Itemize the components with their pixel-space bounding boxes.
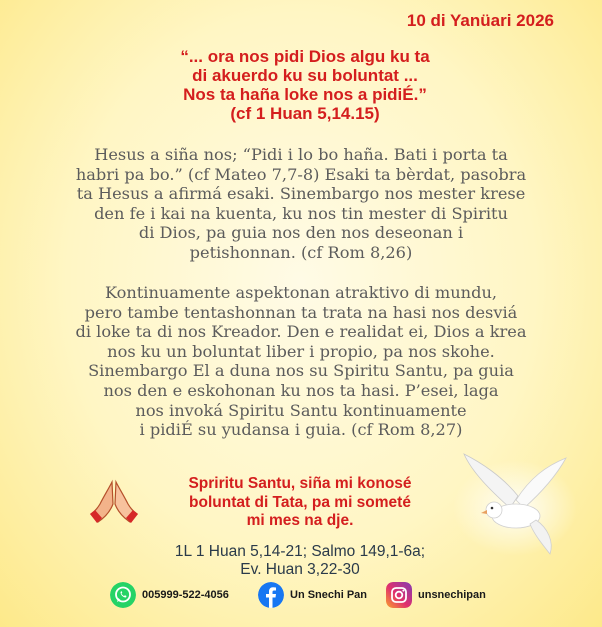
date: 10 di Yanüari 2026 [406, 11, 554, 30]
prayer-line: Spriritu Santu, siña mi konosé [188, 475, 412, 492]
paragraph-line: petishonnan. (cf Rom 8,26) [189, 242, 413, 262]
paragraph-line: i pidiÉ su yudansa i guia. (cf Rom 8,27) [139, 420, 463, 440]
paragraph-line: nos ku un boluntat liber i propio, pa nos skohe. [107, 341, 495, 361]
contact-footer [110, 582, 510, 610]
paragraph-line: habri pa bo.” (cf Mateo 7,7-8) Esaki ta bèrdat, pasobra [75, 164, 527, 184]
daily-readings [130, 543, 470, 579]
scripture-quote [110, 47, 500, 123]
paragraph-line: nos den e eskohonan ku nos ta hasi. P’esei, laga [103, 380, 499, 400]
facebook-page[interactable]: Un Snechi Pan [290, 589, 368, 601]
instagram-handle[interactable]: unsnechipan [418, 589, 486, 601]
paragraph-line: Sinembargo El a duna nos su Spiritu Santu, pa guia [88, 361, 514, 381]
paragraph-line: pero tambe tentashonnan ta trata na hasi nos desviá [84, 302, 518, 322]
prayer [140, 475, 460, 531]
paragraph-line: di loke ta di nos Kreador. Den e realidat ei, Dios a krea [75, 322, 527, 342]
paragraph-line: Kontinuamente aspektonan atraktivo di mundu, [104, 283, 498, 302]
paragraph-line: nos invoká Spiritu Santu kontinuamente [135, 400, 467, 420]
quote-line: di akuerdo ku su boluntat ... [192, 66, 418, 85]
prayer-line: boluntat di Tata, pa mi someté [189, 493, 411, 511]
reflection-paragraph-1 [30, 145, 572, 263]
quote-line: “... ora nos pidi Dios algu ku ta [180, 47, 430, 66]
instagram-icon[interactable] [386, 582, 412, 608]
prayer-line: mi mes na dje. [246, 512, 354, 529]
whatsapp-number[interactable]: 005999-522-4056 [142, 589, 229, 601]
quote-line: Nos ta haña loke nos a pidiÉ.” [183, 85, 427, 104]
paragraph-line: Hesus a siña nos; “Pidi i lo bo haña. Bati i porta ta [94, 145, 508, 164]
whatsapp-icon[interactable] [110, 582, 136, 608]
reflection-paragraph-2 [30, 283, 572, 440]
paragraph-line: di Dios, pa guia nos den nos deseonan i [138, 223, 464, 243]
prayer-hands-icon [88, 478, 140, 526]
readings-line: 1L 1 Huan 5,14-21; Salmo 149,1-6a; [174, 543, 426, 560]
paragraph-line: den fe i kai na kuenta, ku nos tin mester di Spiritu [94, 203, 508, 223]
quote-reference: (cf 1 Huan 5,14.15) [230, 104, 380, 123]
paragraph-line: ta Hesus a afirmá esaki. Sinembargo nos mester krese [76, 184, 526, 204]
facebook-icon[interactable] [258, 582, 284, 608]
readings-line: Ev. Huan 3,22-30 [240, 561, 360, 578]
